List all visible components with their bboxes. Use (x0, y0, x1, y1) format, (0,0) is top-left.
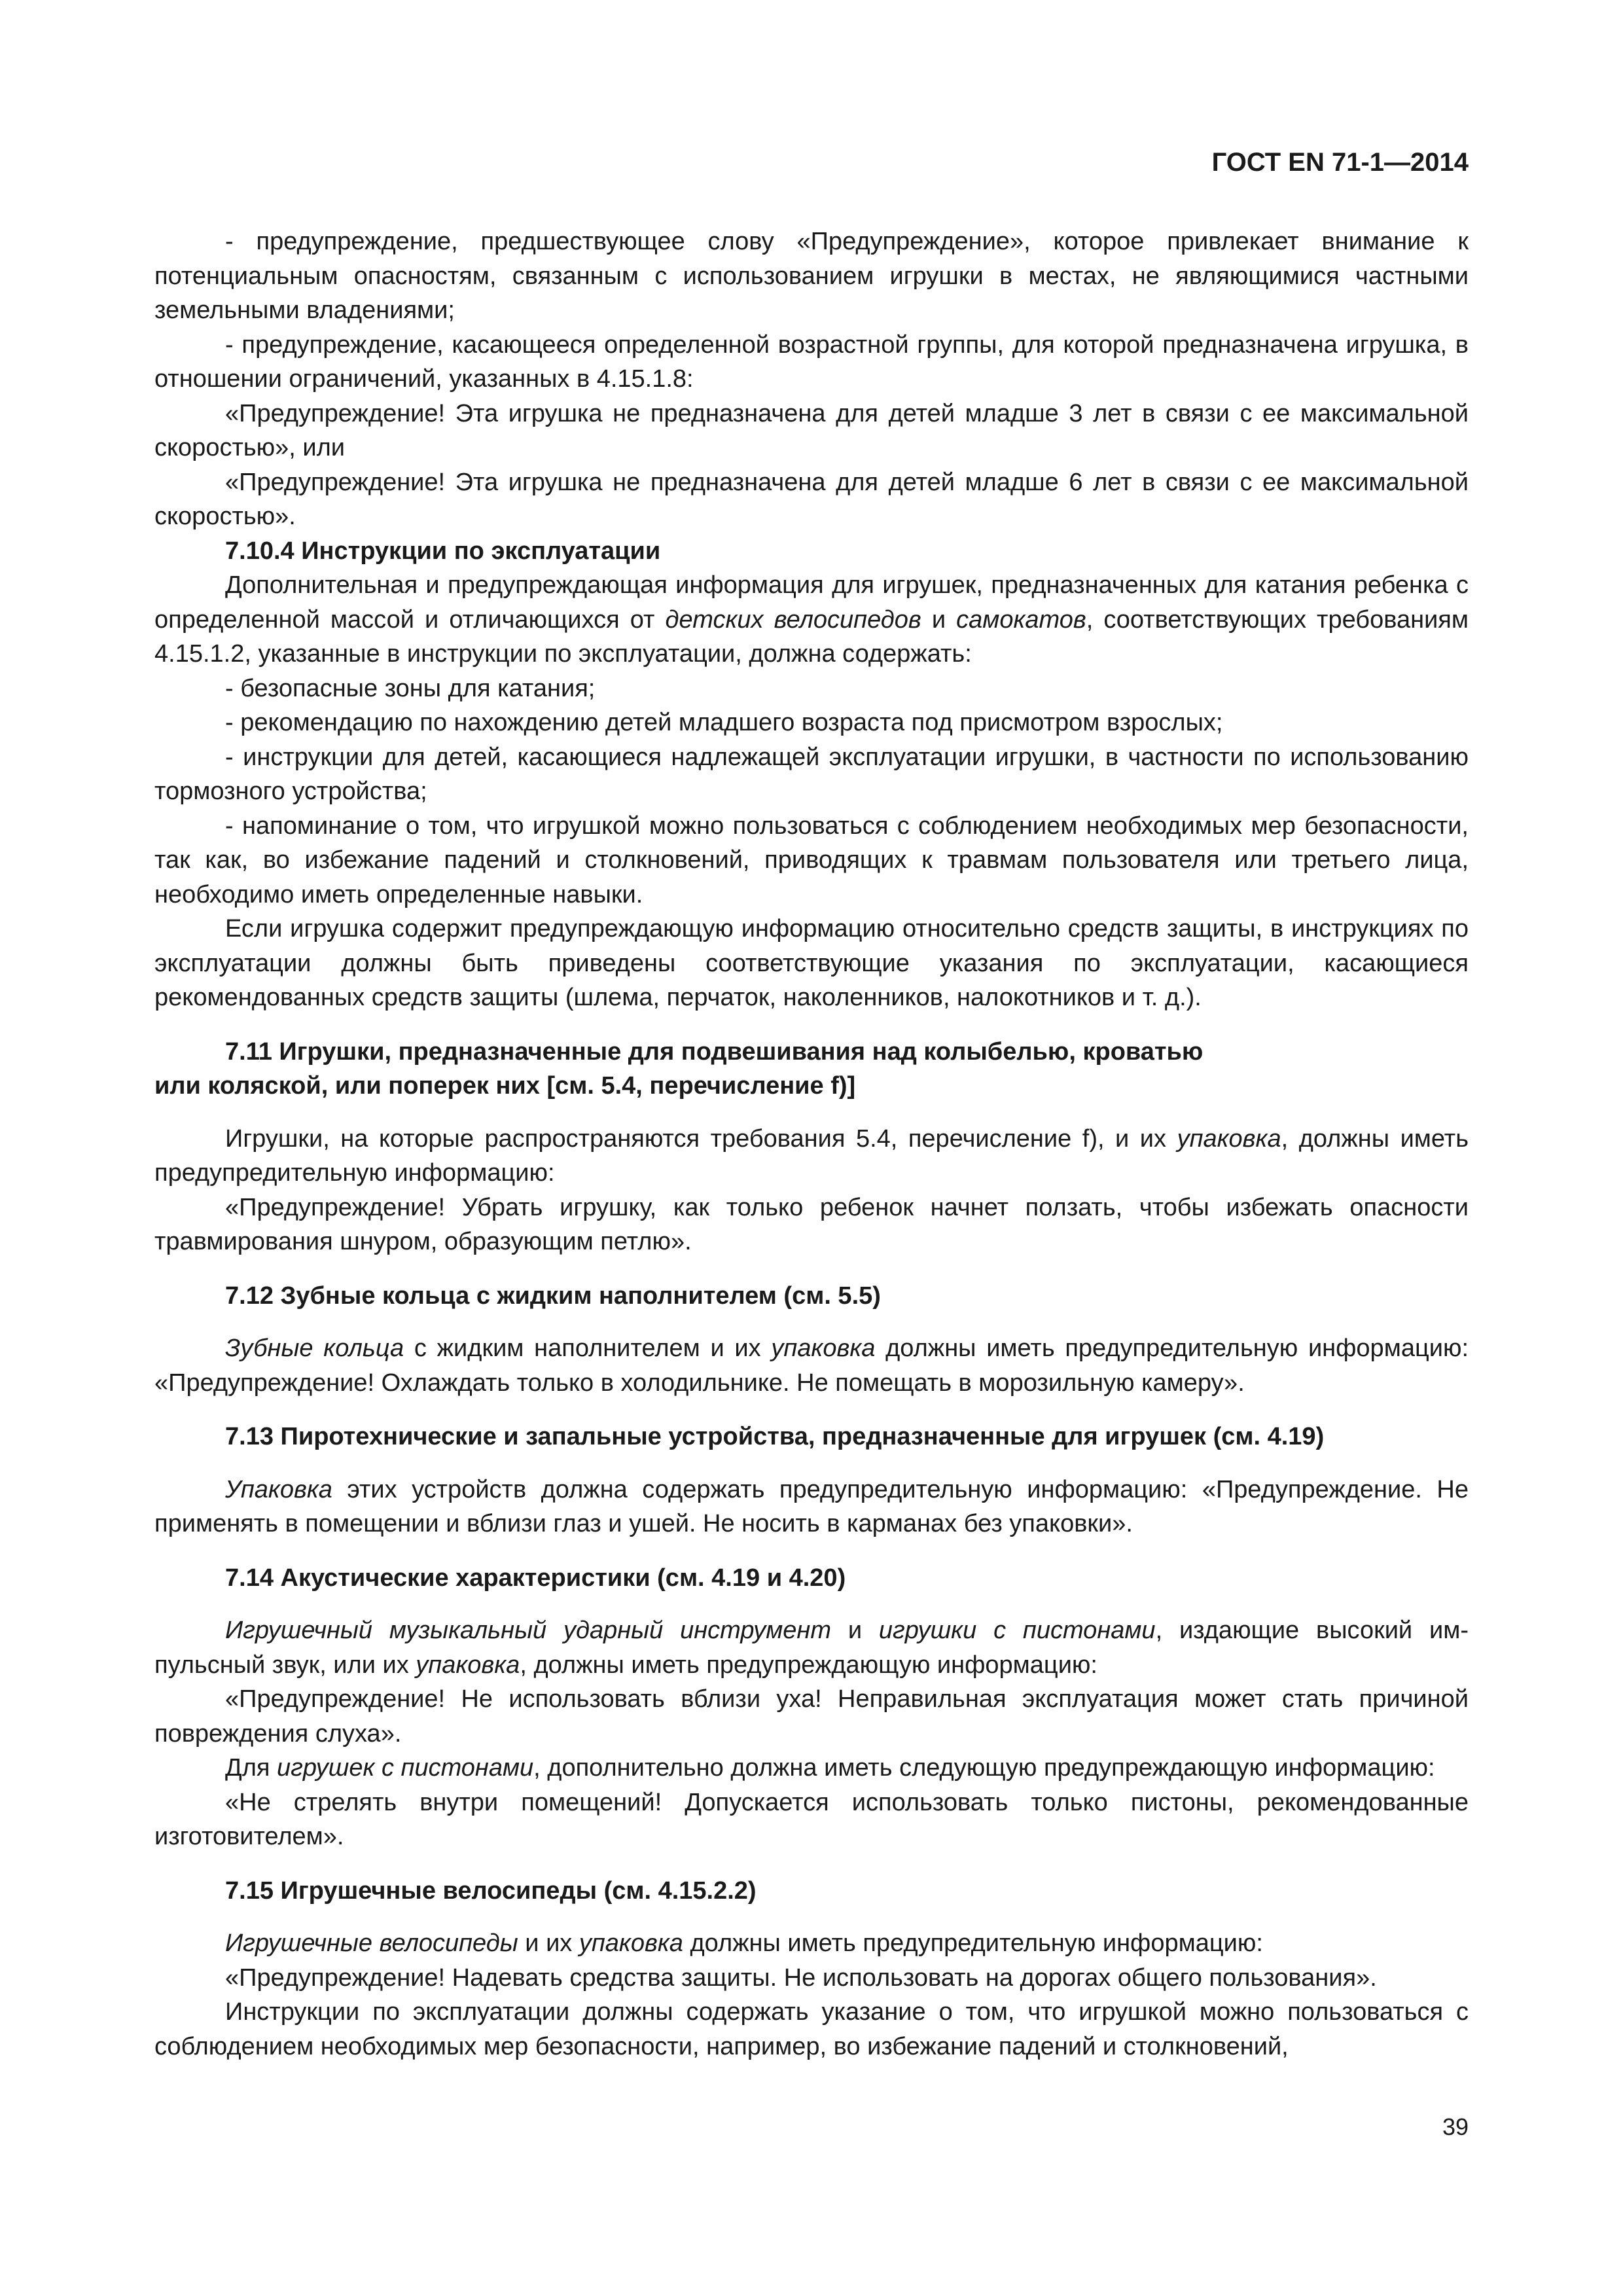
text-run: и (921, 605, 957, 634)
text-run: , издающие высокий импульсный звук, или их (154, 1617, 1469, 1679)
italic-term: упаковка (1177, 1124, 1281, 1153)
heading-line: или коляской, или поперек них [см. 5.4, перечисление f)] (154, 1072, 856, 1100)
italic-term: Упаковка (225, 1475, 332, 1503)
paragraph: Инструкции по эксплуатации должны содержать указание о том, что игрушкой можно пользоваться с соблюдением необходимых мер безопасности, например, во избежание падений и столкновений, (154, 1998, 1469, 2060)
paragraph (154, 1613, 1469, 1682)
text-run: с жидким наполнителем и их (404, 1335, 772, 1362)
text-run: должны иметь предупредительную информацию: (683, 1929, 1263, 1957)
paragraph (154, 1122, 1469, 1191)
italic-term: самокатов (956, 605, 1086, 634)
paragraph (154, 568, 1469, 672)
italic-term: упаковка (579, 1929, 683, 1957)
paragraph: «Не стрелять внутри помещений! Допускается использовать только пистоны, рекомендованные изготовителем». (154, 1788, 1469, 1850)
text-run: , дополнительно должна иметь следующую предупреждающую информацию: (533, 1754, 1435, 1782)
page-number: 39 (1442, 2113, 1469, 2140)
text-run: Игрушки, на которые распространяются требования 5.4, перечисление f), и их (225, 1124, 1177, 1153)
paragraph: «Предупреждение! Эта игрушка не предназначена для детей младше 3 лет в связи с ее максимальной скоростью», или (154, 399, 1469, 461)
paragraph (154, 1331, 1469, 1400)
document-body (154, 224, 1469, 2064)
italic-term: игрушки с пистонами (878, 1617, 1156, 1644)
italic-term: Зубные кольца (225, 1335, 404, 1362)
paragraph: - предупреждение, касающееся определенной возрастной группы, для которой предназначена игрушка, в отношении ограничений, указанных в 4.15.1.8: (154, 331, 1469, 393)
text-run: , должны иметь предупредительную информацию: (154, 1124, 1469, 1187)
paragraph: «Предупреждение! Убрать игрушку, как только ребенок начнет ползать, чтобы избежать опасности травмирования шнуром, образующим петлю». (154, 1193, 1469, 1255)
text-run: , соответствующих требованиям 4.15.1.2, указанные в инструкции по эксплуатации, должна содержать: (154, 605, 1469, 668)
italic-term: упаковка (416, 1651, 520, 1679)
paragraph: - рекомендацию по нахождению детей младшего возраста под присмотром взрослых; (225, 709, 1223, 736)
document-code-header: ГОСТ EN 71-1—2014 (1211, 148, 1469, 177)
paragraph (154, 1473, 1469, 1541)
paragraph: Если игрушка содержит предупреждающую информацию относительно средств защиты, в инструкциях по эксплуатации должны быть приведены соответствующие указания по эксплуатации, касающиеся рекомендованных средств защиты (шлема, перчаток, наколенников, налокотников и т. д.). (154, 915, 1469, 1011)
section-heading-7-15: 7.15 Игрушечные велосипеды (см. 4.15.2.2) (225, 1876, 757, 1905)
paragraph (154, 1926, 1469, 1961)
text-run: этих устройств должна содержать предупредительную информацию: «Предупреждение. Не применять в помещении и вблизи глаз и ушей. Не носить в карманах без упаковки». (154, 1475, 1469, 1537)
paragraph: «Предупреждение! Эта игрушка не предназначена для детей младше 6 лет в связи с ее максимальной скоростью». (154, 468, 1469, 530)
text-run: , должны иметь предупреждающую информацию: (520, 1651, 1097, 1679)
paragraph (154, 1751, 1469, 1785)
italic-term: игрушек с пистонами (277, 1754, 534, 1782)
heading-line: 7.11 Игрушки, предназначенные для подвешивания над колыбелью, кроватью (225, 1037, 1204, 1066)
section-heading-7-13: 7.13 Пиротехнические и запальные устройства, предназначенные для игрушек (см. 4.19) (225, 1423, 1325, 1450)
text-run: и их (518, 1929, 579, 1957)
section-heading-7-11 (154, 1035, 1469, 1103)
italic-term: упаковка (771, 1335, 876, 1362)
paragraph: - инструкции для детей, касающиеся надлежащей эксплуатации игрушки, в частности по использованию тормозного устройства; (154, 743, 1469, 805)
text-run: Для (225, 1754, 277, 1782)
paragraph: - безопасные зоны для катания; (225, 674, 596, 702)
italic-term: Игрушечный музыкальный ударный инструмент (225, 1617, 831, 1644)
italic-term: Игрушечные велосипеды (225, 1929, 518, 1957)
text-run: и (831, 1617, 879, 1644)
section-heading-7-10-4: 7.10.4 Инструкции по эксплуатации (225, 537, 661, 565)
paragraph: «Предупреждение! Не использовать вблизи уха! Неправильная эксплуатация может стать причиной повреждения слуха». (154, 1685, 1469, 1748)
section-heading-7-12: 7.12 Зубные кольца с жидким наполнителем (см. 5.5) (225, 1282, 881, 1310)
text-run: должны иметь предупредительную информацию: «Предупреждение! Охлаждать только в холодильнике. Не помещать в морозильную камеру». (154, 1335, 1469, 1397)
paragraph: - напоминание о том, что игрушкой можно пользоваться с соблюдением необходимых мер безопасности, так как, во избежание падений и столкновений, приводящих к травмам пользователя или третьего лица, необходимо иметь определенные навыки. (154, 812, 1469, 908)
paragraph: - предупреждение, предшествующее слову «Предупреждение», которое привлекает внимание к потенциальным опасностям, связанным с использованием игрушки в местах, не являющимися частными земельными владениями; (154, 228, 1469, 324)
text-run: Дополнительная и предупреждающая информация для игрушек, предназначенных для катания ребенка с определенной массой и отличающихся от (154, 571, 1469, 634)
paragraph: «Предупреждение! Надевать средства защиты. Не использовать на дорогах общего пользования». (225, 1964, 1377, 1992)
italic-term: детских велосипедов (665, 605, 921, 634)
section-heading-7-14: 7.14 Акустические характеристики (см. 4.19 и 4.20) (225, 1564, 846, 1592)
